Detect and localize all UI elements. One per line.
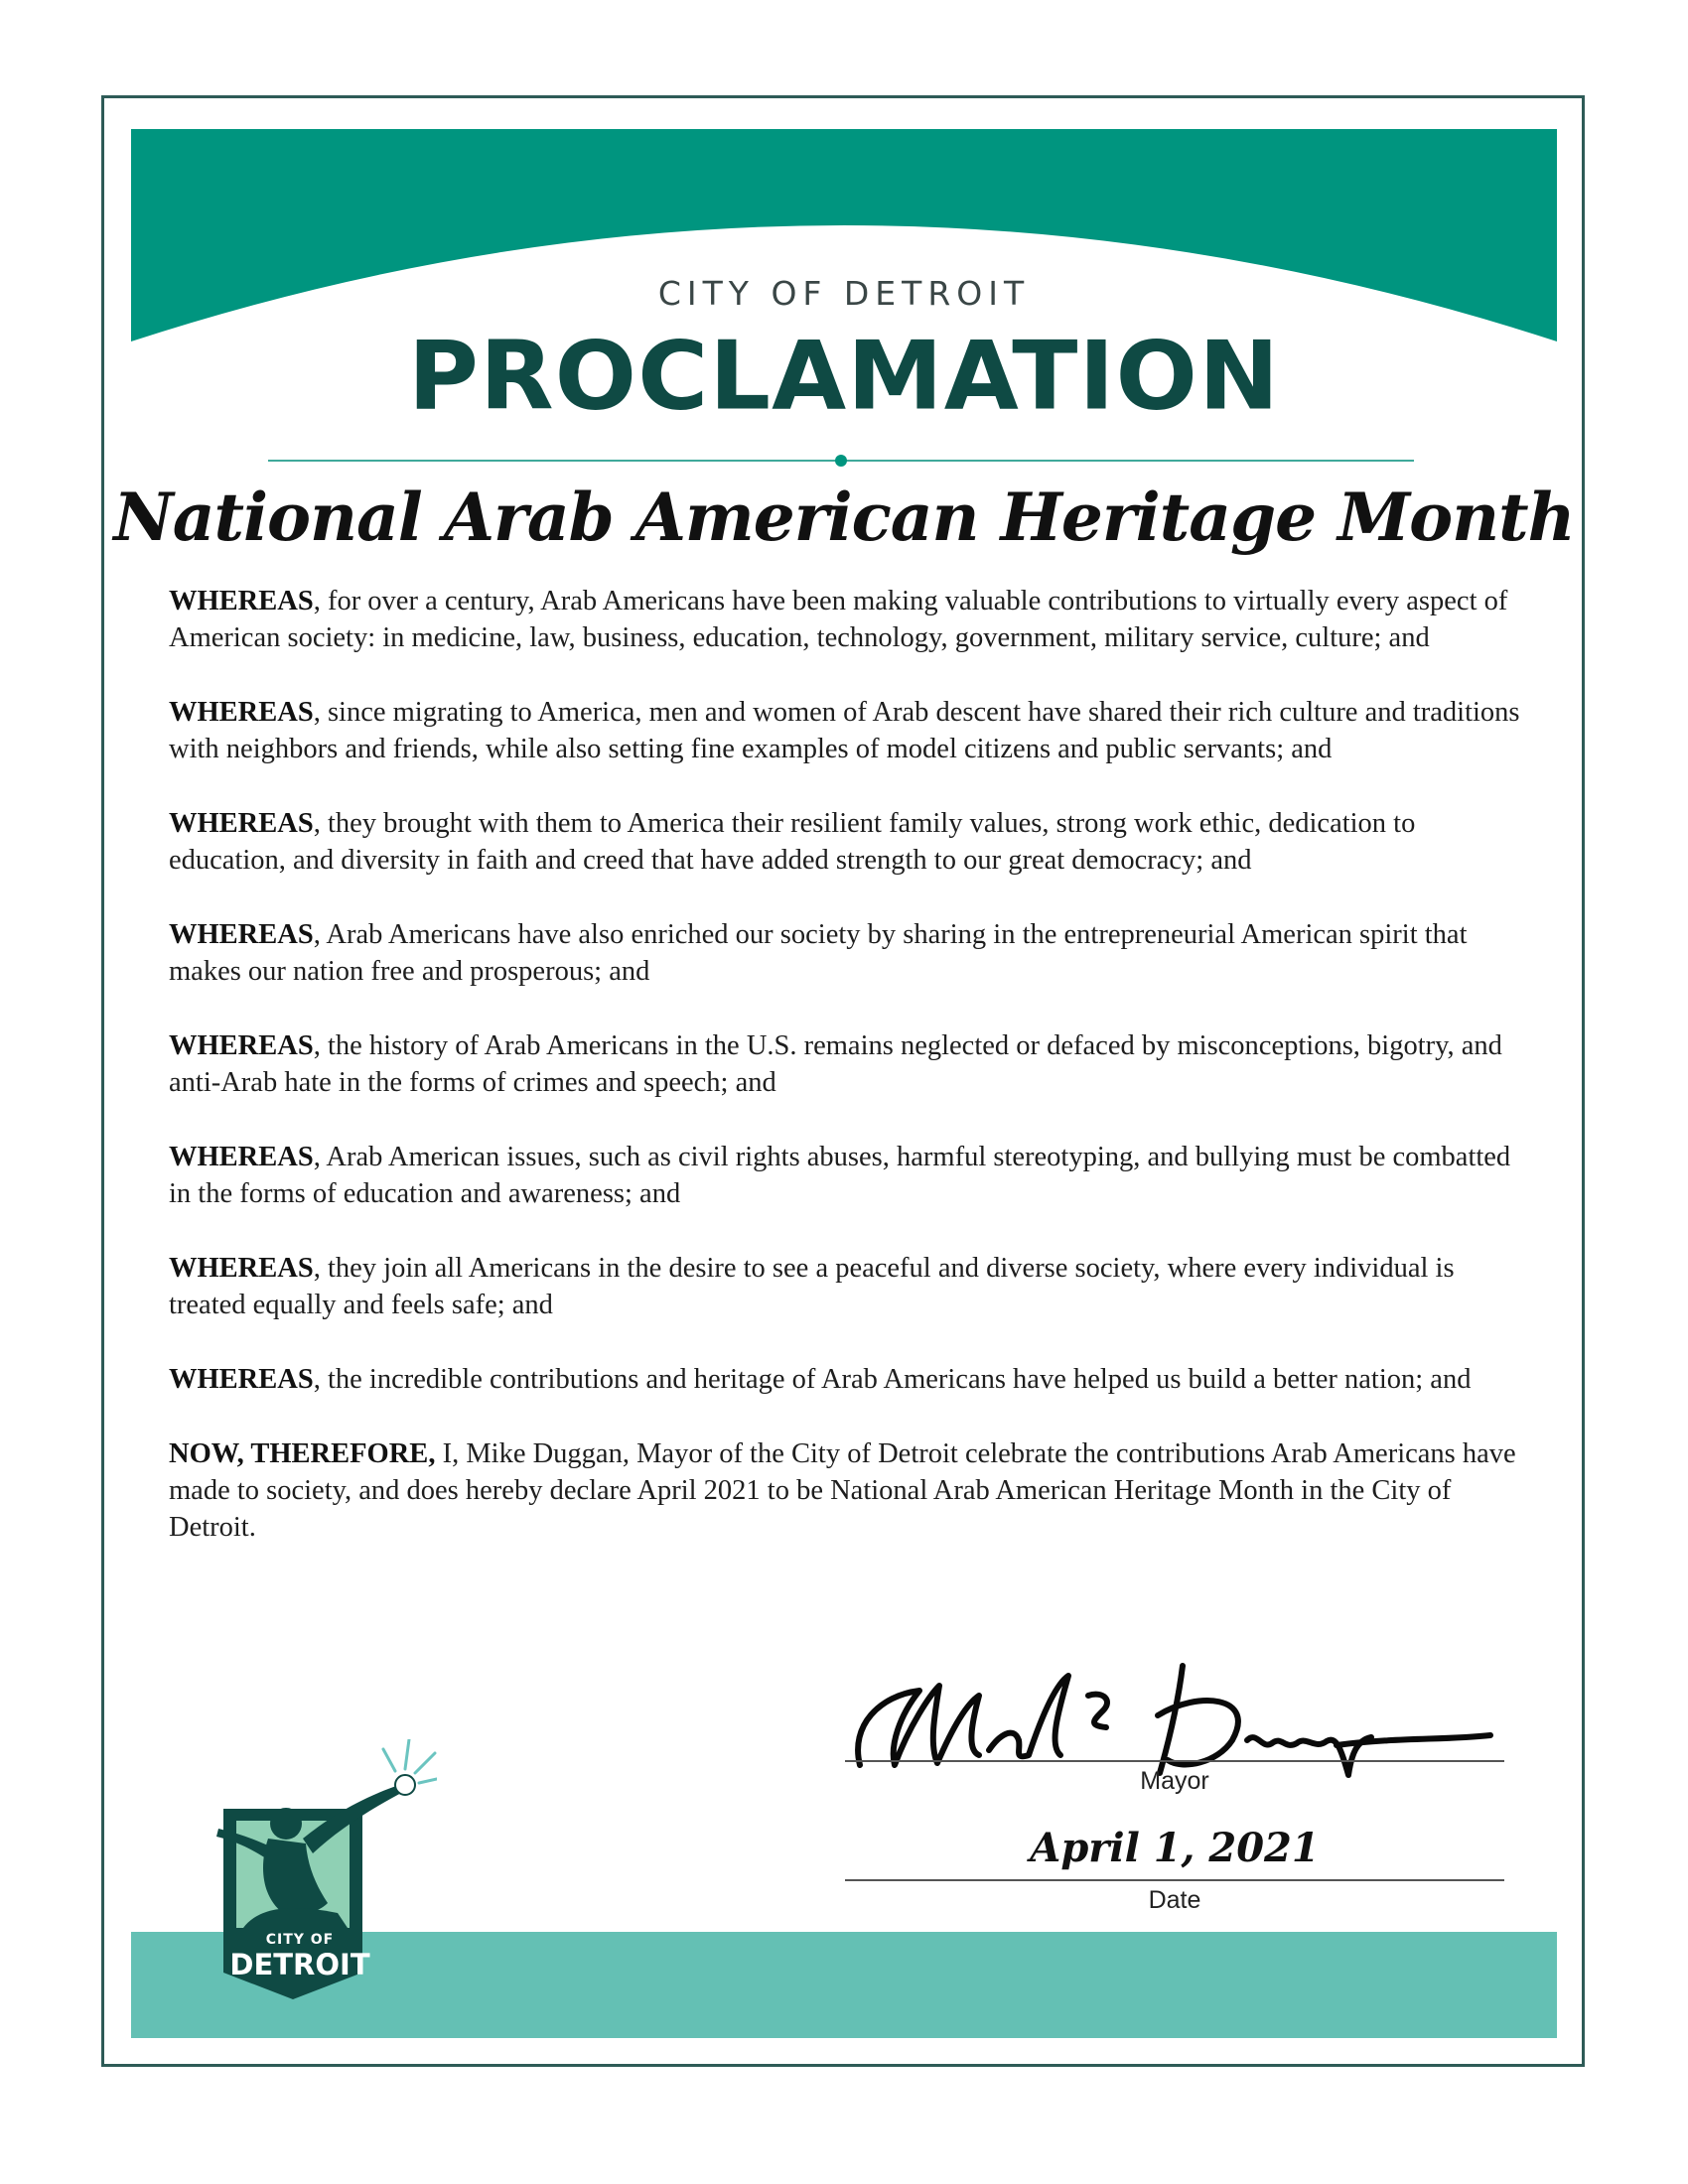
clause: WHEREAS, Arab American issues, such as civil rights abuses, harmful stereotyping, and bullying must be combatted in the forms of education and awareness; and [169, 1142, 1511, 1209]
city-heading: CITY OF DETROIT [657, 274, 1031, 313]
logo-text-city-of: CITY OF [265, 1932, 335, 1948]
resolution-clause: NOW, THEREFORE, I, Mike Duggan, Mayor of the City of Detroit celebrate the contributions Arab Americans have made to society, and does hereby declare April 2021 to be National Arab American Heritage Month in the City of Detroit. [169, 1438, 1516, 1543]
title-divider [268, 452, 1414, 470]
clause: WHEREAS, since migrating to America, men and women of Arab descent have shared their rich culture and traditions with neighbors and friends, while also setting fine examples of model citizens and public servants; and [169, 697, 1520, 764]
logo-text-detroit: DETROIT [229, 1948, 370, 1981]
proclamation-subtitle: National Arab American Heritage Month [113, 478, 1575, 556]
clause: WHEREAS, they join all Americans in the desire to see a peaceful and diverse society, where every individual is treated equally and feels safe; and [169, 1253, 1455, 1320]
clause: WHEREAS, Arab Americans have also enriched our society by sharing in the entrepreneurial American spirit that makes our nation free and prosperous; and [169, 919, 1468, 987]
clause: WHEREAS, for over a century, Arab Americans have been making valuable contributions to virtually every aspect of American society: in medicine, law, business, education, technology, government, military service, culture; and [169, 586, 1508, 653]
page-title: PROCLAMATION [407, 321, 1281, 431]
signature-line [845, 1760, 1504, 1762]
clause: WHEREAS, the incredible contributions and heritage of Arab Americans have helped us build a better nation; and [169, 1364, 1472, 1395]
proclamation-body [169, 583, 1535, 1583]
mayor-signature [840, 1656, 1495, 1785]
signature-date: April 1, 2021 [1030, 1825, 1320, 1871]
date-line [845, 1879, 1504, 1881]
signature-label: Mayor [1140, 1767, 1209, 1795]
date-label: Date [1148, 1886, 1201, 1914]
clause: WHEREAS, the history of Arab Americans in the U.S. remains neglected or defaced by misconceptions, bigotry, and anti-Arab hate in the forms of crimes and speech; and [169, 1030, 1502, 1098]
clause: WHEREAS, they brought with them to America their resilient family values, strong work ethic, dedication to education, and diversity in faith and creed that have added strength to our great democracy; and [169, 808, 1416, 876]
